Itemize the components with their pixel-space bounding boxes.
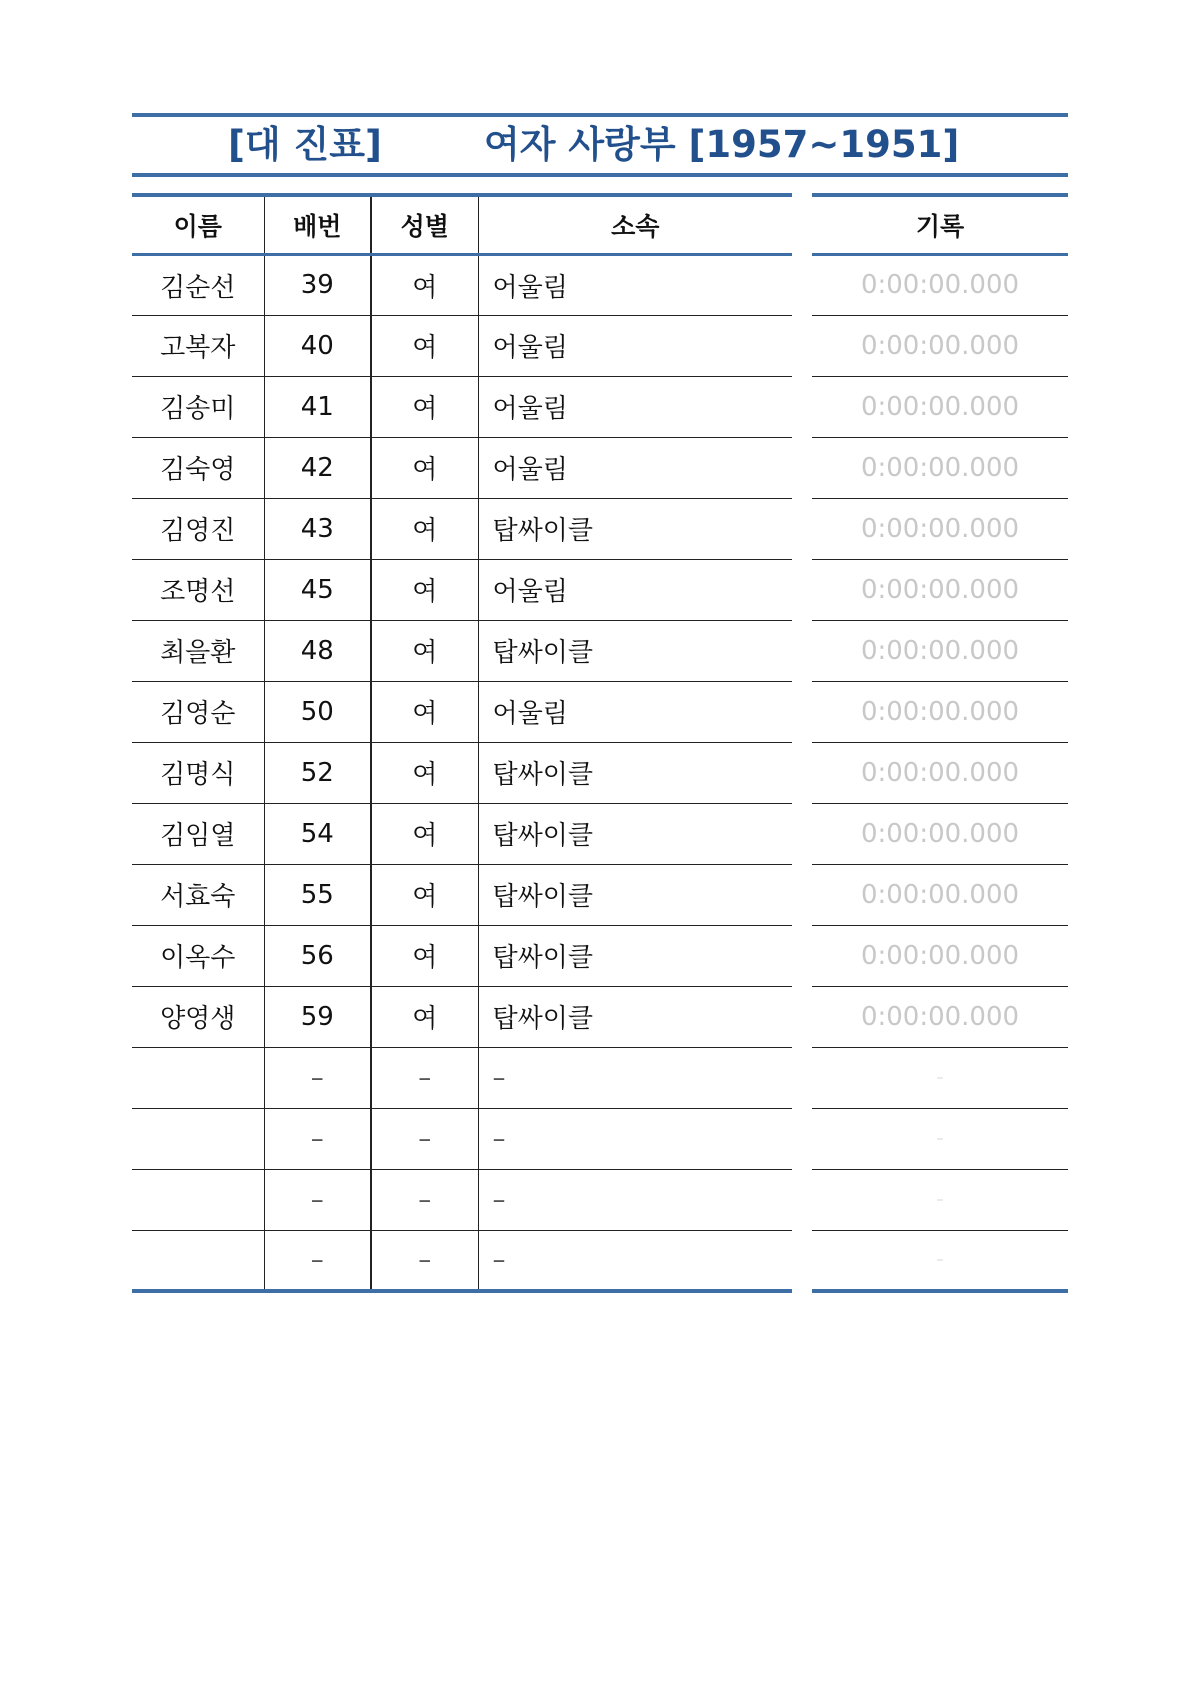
club-cell: – <box>478 1108 792 1169</box>
bib-cell: 56 <box>264 925 371 986</box>
table-row <box>132 437 792 498</box>
name-cell <box>132 1169 264 1230</box>
sex-cell: 여 <box>371 742 478 803</box>
title-left: [대 진표] <box>228 123 382 166</box>
club-cell: 탑싸이클 <box>478 498 792 559</box>
header-name: 이름 <box>132 195 264 254</box>
club-cell: – <box>478 1230 792 1291</box>
bib-cell: 39 <box>264 254 371 315</box>
record-row <box>812 803 1068 864</box>
name-cell: 김숙영 <box>132 437 264 498</box>
bracket-table <box>132 193 792 1293</box>
record-row <box>812 254 1068 315</box>
empty-record-row <box>812 1047 1068 1108</box>
sex-cell: – <box>371 1108 478 1169</box>
sex-cell: 여 <box>371 498 478 559</box>
record-cell: – <box>812 1108 1068 1169</box>
bib-cell: 54 <box>264 803 371 864</box>
table-row <box>132 864 792 925</box>
name-cell: 김순선 <box>132 254 264 315</box>
club-cell: 어울림 <box>478 437 792 498</box>
record-cell: – <box>812 1047 1068 1108</box>
empty-row <box>132 1108 792 1169</box>
club-cell: 탑싸이클 <box>478 803 792 864</box>
header-sex: 성별 <box>371 195 478 254</box>
name-cell: 조명선 <box>132 559 264 620</box>
name-cell: 김명식 <box>132 742 264 803</box>
record-cell: – <box>812 1169 1068 1230</box>
record-row <box>812 559 1068 620</box>
table-row <box>132 498 792 559</box>
club-cell: 탑싸이클 <box>478 620 792 681</box>
bib-cell: 40 <box>264 315 371 376</box>
name-cell: 김영순 <box>132 681 264 742</box>
record-row <box>812 742 1068 803</box>
bib-cell: 52 <box>264 742 371 803</box>
table-row <box>132 925 792 986</box>
table-row <box>132 986 792 1047</box>
bracket-table-body <box>132 254 792 1291</box>
bib-cell: 45 <box>264 559 371 620</box>
name-cell: 최을환 <box>132 620 264 681</box>
table-row <box>132 803 792 864</box>
record-cell: 0:00:00.000 <box>812 742 1068 803</box>
club-cell: 탑싸이클 <box>478 986 792 1047</box>
sex-cell: 여 <box>371 803 478 864</box>
bib-cell: 43 <box>264 498 371 559</box>
record-row <box>812 620 1068 681</box>
record-table-body <box>812 254 1068 1291</box>
header-row <box>132 195 792 254</box>
bib-cell: 42 <box>264 437 371 498</box>
sex-cell: 여 <box>371 437 478 498</box>
record-cell: 0:00:00.000 <box>812 559 1068 620</box>
record-cell: 0:00:00.000 <box>812 620 1068 681</box>
sex-cell: 여 <box>371 376 478 437</box>
bib-cell: 50 <box>264 681 371 742</box>
table-row <box>132 315 792 376</box>
record-cell: 0:00:00.000 <box>812 437 1068 498</box>
sex-cell: 여 <box>371 559 478 620</box>
record-cell: 0:00:00.000 <box>812 681 1068 742</box>
name-cell <box>132 1047 264 1108</box>
record-cell: 0:00:00.000 <box>812 864 1068 925</box>
header-record: 기록 <box>812 195 1068 254</box>
sex-cell: 여 <box>371 315 478 376</box>
record-row <box>812 925 1068 986</box>
name-cell: 고복자 <box>132 315 264 376</box>
club-cell: 탑싸이클 <box>478 925 792 986</box>
name-cell: 김송미 <box>132 376 264 437</box>
club-cell: – <box>478 1169 792 1230</box>
table-row <box>132 681 792 742</box>
table-row <box>132 376 792 437</box>
name-cell: 김영진 <box>132 498 264 559</box>
club-cell: 탑싸이클 <box>478 742 792 803</box>
empty-record-row <box>812 1169 1068 1230</box>
record-cell: 0:00:00.000 <box>812 986 1068 1047</box>
record-row <box>812 376 1068 437</box>
name-cell: 김임열 <box>132 803 264 864</box>
header-club: 소속 <box>478 195 792 254</box>
sex-cell: – <box>371 1047 478 1108</box>
record-cell: 0:00:00.000 <box>812 315 1068 376</box>
record-row <box>812 498 1068 559</box>
name-cell: 이옥수 <box>132 925 264 986</box>
bib-cell: – <box>264 1230 371 1291</box>
club-cell: 어울림 <box>478 681 792 742</box>
empty-row <box>132 1169 792 1230</box>
club-cell: 어울림 <box>478 315 792 376</box>
name-cell: 서효숙 <box>132 864 264 925</box>
record-row <box>812 864 1068 925</box>
table-row <box>132 620 792 681</box>
club-cell: 어울림 <box>478 376 792 437</box>
record-row <box>812 681 1068 742</box>
title-block <box>132 113 1068 177</box>
record-cell: 0:00:00.000 <box>812 803 1068 864</box>
record-cell: 0:00:00.000 <box>812 925 1068 986</box>
sex-cell: – <box>371 1169 478 1230</box>
name-cell <box>132 1230 264 1291</box>
empty-row <box>132 1230 792 1291</box>
record-header-row <box>812 195 1068 254</box>
club-cell: – <box>478 1047 792 1108</box>
club-cell: 어울림 <box>478 254 792 315</box>
record-row <box>812 986 1068 1047</box>
header-bib: 배번 <box>264 195 371 254</box>
sex-cell: 여 <box>371 925 478 986</box>
name-cell <box>132 1108 264 1169</box>
bib-cell: 59 <box>264 986 371 1047</box>
sex-cell: 여 <box>371 254 478 315</box>
empty-record-row <box>812 1230 1068 1291</box>
name-cell: 양영생 <box>132 986 264 1047</box>
record-table <box>812 193 1068 1293</box>
sex-cell: – <box>371 1230 478 1291</box>
bib-cell: – <box>264 1108 371 1169</box>
bib-cell: 41 <box>264 376 371 437</box>
record-row <box>812 315 1068 376</box>
bib-cell: 48 <box>264 620 371 681</box>
record-cell: 0:00:00.000 <box>812 376 1068 437</box>
record-cell: – <box>812 1230 1068 1291</box>
sex-cell: 여 <box>371 681 478 742</box>
record-cell: 0:00:00.000 <box>812 254 1068 315</box>
title-right: 여자 사랑부 [1957~1951] <box>484 123 960 166</box>
table-row <box>132 254 792 315</box>
club-cell: 탑싸이클 <box>478 864 792 925</box>
record-cell: 0:00:00.000 <box>812 498 1068 559</box>
table-row <box>132 742 792 803</box>
empty-record-row <box>812 1108 1068 1169</box>
sex-cell: 여 <box>371 620 478 681</box>
bib-cell: 55 <box>264 864 371 925</box>
sex-cell: 여 <box>371 864 478 925</box>
table-row <box>132 559 792 620</box>
bib-cell: – <box>264 1047 371 1108</box>
bib-cell: – <box>264 1169 371 1230</box>
empty-row <box>132 1047 792 1108</box>
club-cell: 어울림 <box>478 559 792 620</box>
sex-cell: 여 <box>371 986 478 1047</box>
record-row <box>812 437 1068 498</box>
